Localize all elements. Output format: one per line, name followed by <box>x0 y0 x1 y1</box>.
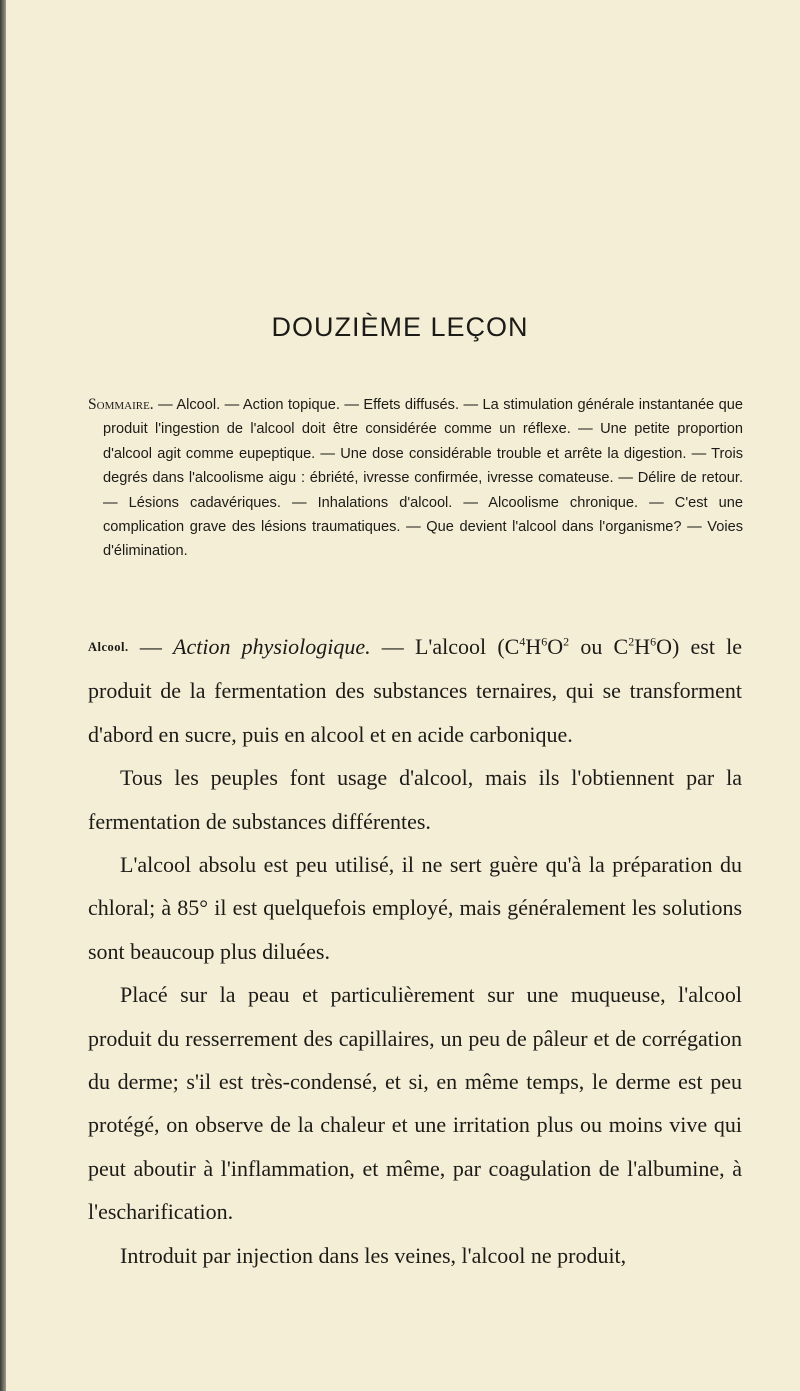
subscript: 6 <box>541 634 548 649</box>
subscript: 6 <box>650 634 657 649</box>
chapter-summary <box>88 393 743 564</box>
formula-text: ou C <box>569 634 629 659</box>
paragraph-2: Tous les peuples font usage d'alcool, mais ils l'obtiennent par la fermentation de substances différentes. <box>88 765 742 834</box>
paragraph-4: Placé sur la peau et particulièrement sur une muqueuse, l'alcool produit du resserrement des capillaires, un peu de pâleur et de corrégation du derme; s'il est très-condensé, et si, en même temps, le derme est peu protégé, on observe de la chaleur et une irritation plus ou moins vive qui peut aboutir à l'inflammation, et même, par coagulation de l'albumine, à l'escharification. <box>88 982 742 1225</box>
formula-text: — L'alcool (C <box>370 634 520 659</box>
formula-text: O <box>547 634 564 659</box>
paragraph-text: O) est le produit de la fermentation des substances ternaires, qui se transforment d'abord en sucre, puis en alcool et en acide carbonique. <box>88 634 743 747</box>
formula-text: H <box>525 634 542 659</box>
chapter-title: DOUZIÈME LEÇON <box>271 312 529 342</box>
marginal-label: Alcool. <box>88 640 129 654</box>
formula-text: H <box>634 634 651 659</box>
summary-text: — Alcool. — Action topique. — Effets diffusés. — La stimulation générale instantanée que produit l'ingestion de l'alcool doit être considérée comme un réflexe. — Une petite proportion d'alcool agit comme eupeptique. — Une dose considérable trouble et arrête la digestion. — Trois degrés dans l'alcoolisme aigu : ébriété, ivresse confirmée, ivresse comateuse. — Délire de retour. — Lésions cadavériques. — Inhalations d'alcool. — Alcoolisme chronique. — C'est une complication grave des lésions traumatiques. — Que devient l'alcool dans l'organisme? — Voies d'élimination. <box>103 397 743 560</box>
paragraph-1 <box>88 625 742 756</box>
body-text <box>88 625 742 1277</box>
page-spine-edge <box>0 0 6 1391</box>
section-heading: Action physiologique. <box>173 634 371 659</box>
summary-label: Sommaire. <box>88 396 154 413</box>
paragraph-3: L'alcool absolu est peu utilisé, il ne sert guère qu'à la préparation du chloral; à 85° il est quelquefois employé, mais généralement les solutions sont beaucoup plus diluées. <box>88 852 742 964</box>
subscript: 2 <box>563 634 570 649</box>
subscript: 2 <box>628 634 635 649</box>
dash: — <box>128 634 174 659</box>
subscript: 4 <box>519 634 526 649</box>
paragraph-5: Introduit par injection dans les veines, l'alcool ne produit, <box>120 1242 627 1268</box>
